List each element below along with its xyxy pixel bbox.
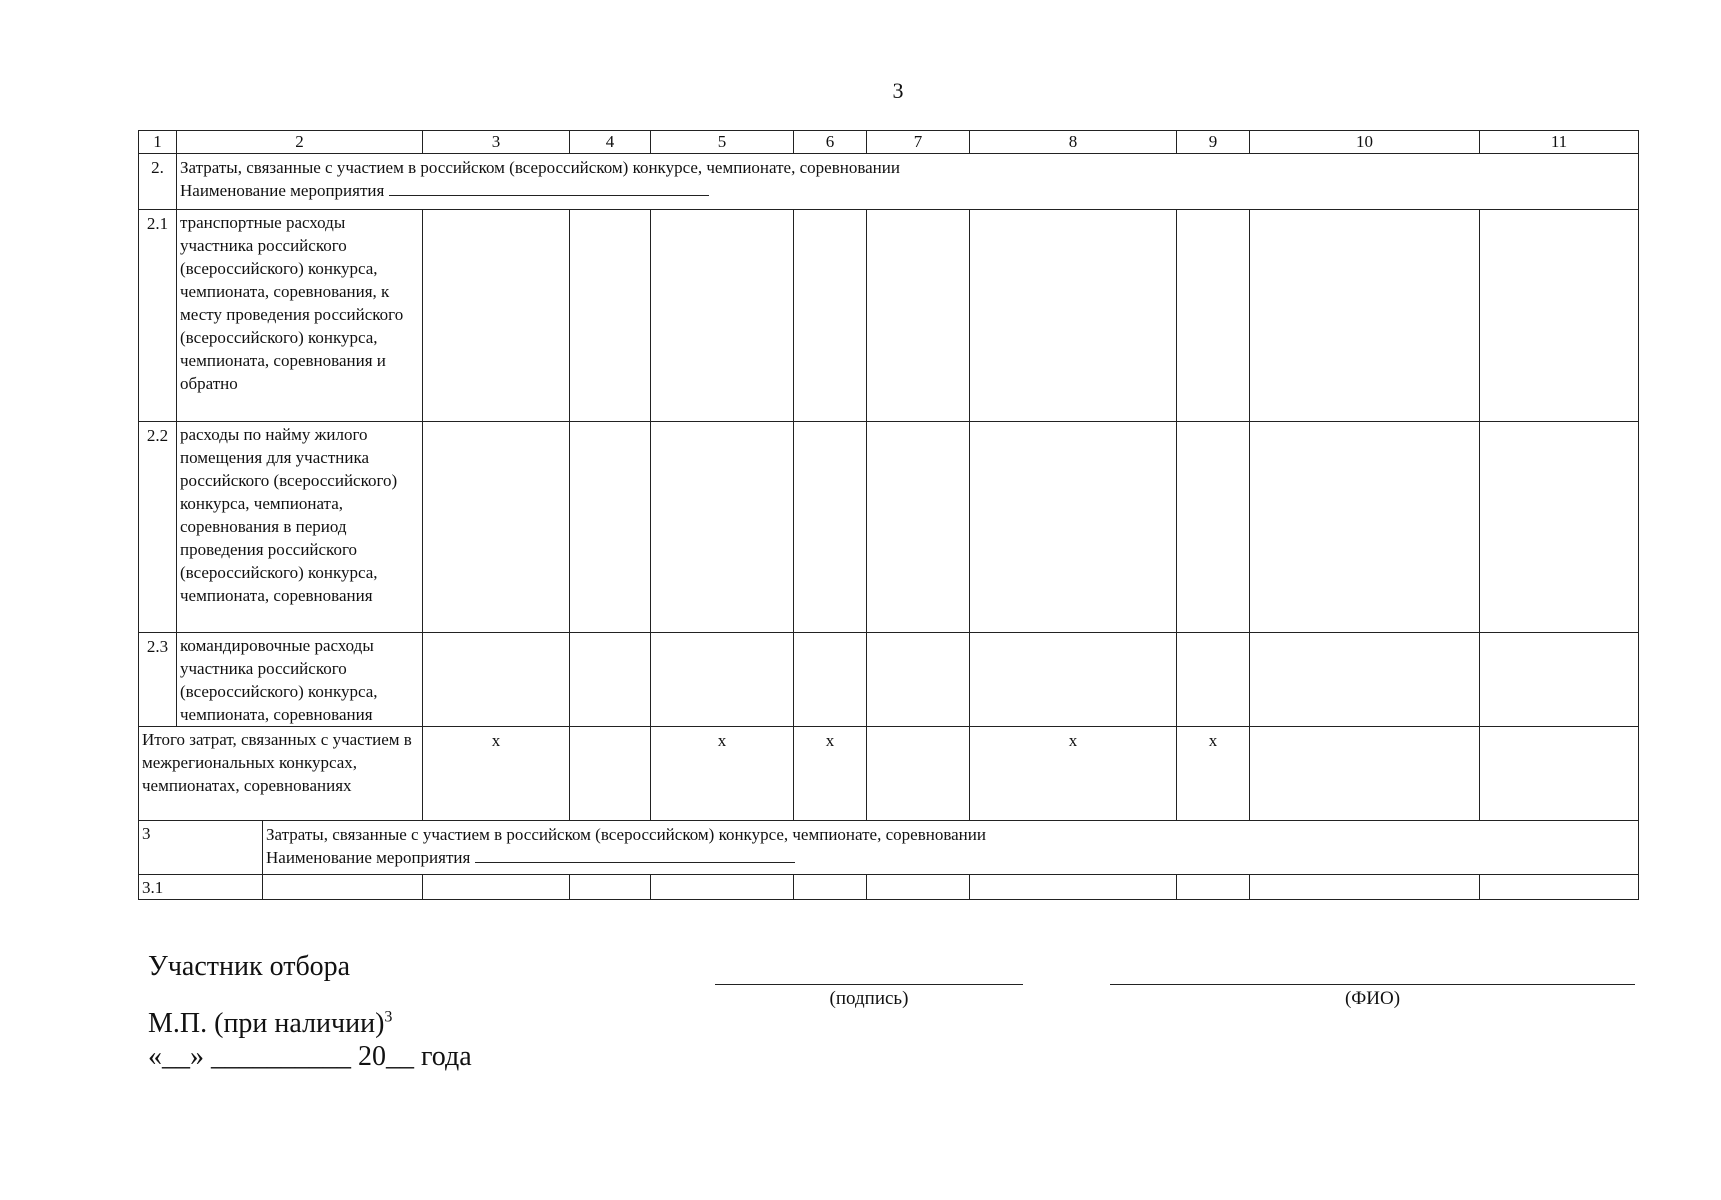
- participant-label: Участник отбора: [148, 951, 351, 982]
- cell-2-3-9[interactable]: [1177, 633, 1250, 727]
- table-row: [139, 210, 1639, 422]
- total-row: [139, 727, 1639, 821]
- cell-3-1-8[interactable]: [970, 875, 1177, 900]
- cell-2-1-9[interactable]: [1177, 210, 1250, 422]
- cell-2-1-10[interactable]: [1250, 210, 1480, 422]
- header-col-5: 5: [651, 131, 794, 154]
- section-3-title: Затраты, связанные с участием в российском (всероссийском) конкурсе, чемпионате, соревновании: [266, 825, 986, 844]
- cell-3-1-7[interactable]: [867, 875, 970, 900]
- stamp-label: М.П. (при наличии): [148, 1008, 385, 1039]
- cell-2-1-6[interactable]: [794, 210, 867, 422]
- date-suffix: года: [421, 1041, 472, 1072]
- section-2-event-line: [180, 179, 1635, 202]
- name-line[interactable]: [1110, 984, 1635, 985]
- total-col-8-mark: x: [970, 727, 1177, 821]
- cell-2-3-6[interactable]: [794, 633, 867, 727]
- cell-2-2-8[interactable]: [970, 422, 1177, 633]
- row-3-1-number: 3.1: [139, 875, 263, 900]
- stamp-footnote: 3: [384, 1008, 393, 1026]
- table-row: [139, 633, 1639, 727]
- header-col-4: 4: [570, 131, 651, 154]
- cell-2-1-11[interactable]: [1480, 210, 1639, 422]
- cell-3-1-5[interactable]: [651, 875, 794, 900]
- section-3-row: [139, 821, 1639, 875]
- header-col-2: 2: [177, 131, 423, 154]
- total-col-9-mark: x: [1177, 727, 1250, 821]
- row-2-2-text: расходы по найму жилого помещения для участника российского (всероссийского) конкурса, чемпионата, соревнования в период проведения российского (всероссийского) конкурса, чемпионата, соревнования: [177, 422, 423, 633]
- header-col-8: 8: [970, 131, 1177, 154]
- section-2-title-cell: [177, 154, 1639, 210]
- cell-2-3-10[interactable]: [1250, 633, 1480, 727]
- section-2-row: [139, 154, 1639, 210]
- cell-2-2-6[interactable]: [794, 422, 867, 633]
- header-col-11: 11: [1480, 131, 1639, 154]
- cell-3-1-9[interactable]: [1177, 875, 1250, 900]
- name-caption: (ФИО): [1344, 988, 1401, 1009]
- signature-line[interactable]: [715, 984, 1023, 985]
- total-col-10[interactable]: [1250, 727, 1480, 821]
- cell-2-3-4[interactable]: [570, 633, 651, 727]
- cell-2-2-7[interactable]: [867, 422, 970, 633]
- page-number: 3: [892, 78, 904, 103]
- row-2-1-text: транспортные расходы участника российского (всероссийского) конкурса, чемпионата, соревнования, к месту проведения российского (всероссийского) конкурса, чемпионата, соревнования и обратно: [177, 210, 423, 422]
- row-2-3-number: 2.3: [139, 633, 177, 727]
- cell-2-2-5[interactable]: [651, 422, 794, 633]
- cell-3-1-6[interactable]: [794, 875, 867, 900]
- cell-2-2-4[interactable]: [570, 422, 651, 633]
- header-col-10: 10: [1250, 131, 1480, 154]
- date-day[interactable]: «__»: [148, 1041, 204, 1072]
- total-col-5-mark: x: [651, 727, 794, 821]
- cell-2-3-5[interactable]: [651, 633, 794, 727]
- section-2-title: Затраты, связанные с участием в российском (всероссийском) конкурсе, чемпионате, соревновании: [180, 158, 900, 177]
- header-col-6: 6: [794, 131, 867, 154]
- stamp-line: [148, 1008, 392, 1040]
- cell-2-2-9[interactable]: [1177, 422, 1250, 633]
- cell-2-1-5[interactable]: [651, 210, 794, 422]
- cell-2-3-7[interactable]: [867, 633, 970, 727]
- total-col-4[interactable]: [570, 727, 651, 821]
- header-col-1: 1: [139, 131, 177, 154]
- section-3-title-cell: [263, 821, 1639, 875]
- cell-2-1-3[interactable]: [423, 210, 570, 422]
- section-2-event-label: Наименование мероприятия: [180, 181, 385, 200]
- cell-2-3-3[interactable]: [423, 633, 570, 727]
- date-month[interactable]: __________: [211, 1041, 351, 1072]
- cell-2-2-3[interactable]: [423, 422, 570, 633]
- total-label: Итого затрат, связанных с участием в межрегиональных конкурсах, чемпионатах, соревнованиях: [139, 727, 423, 821]
- header-col-3: 3: [423, 131, 570, 154]
- row-2-3-text: командировочные расходы участника российского (всероссийского) конкурса, чемпионата, соревнования: [177, 633, 423, 727]
- cell-2-1-8[interactable]: [970, 210, 1177, 422]
- section-3-number: 3: [139, 821, 263, 875]
- cell-3-1-3[interactable]: [423, 875, 570, 900]
- cell-3-1-10[interactable]: [1250, 875, 1480, 900]
- section-3-event-line: [266, 846, 1635, 869]
- section-3-event-field[interactable]: [475, 848, 795, 863]
- total-col-3-mark: x: [423, 727, 570, 821]
- table-row: [139, 422, 1639, 633]
- header-row: [139, 131, 1639, 154]
- date-year[interactable]: 20__: [358, 1041, 414, 1072]
- row-2-1-number: 2.1: [139, 210, 177, 422]
- cell-2-3-8[interactable]: [970, 633, 1177, 727]
- cell-2-3-11[interactable]: [1480, 633, 1639, 727]
- cell-2-2-10[interactable]: [1250, 422, 1480, 633]
- cell-2-1-7[interactable]: [867, 210, 970, 422]
- header-col-9: 9: [1177, 131, 1250, 154]
- total-col-11[interactable]: [1480, 727, 1639, 821]
- section-2-event-field[interactable]: [389, 181, 709, 196]
- cell-2-1-4[interactable]: [570, 210, 651, 422]
- cell-3-1-2[interactable]: [263, 875, 423, 900]
- cell-2-2-11[interactable]: [1480, 422, 1639, 633]
- date-line: [148, 1041, 472, 1073]
- section-2-number: 2.: [139, 154, 177, 210]
- table-row: [139, 875, 1639, 900]
- signature-caption: (подпись): [829, 988, 909, 1009]
- cell-3-1-4[interactable]: [570, 875, 651, 900]
- total-col-7[interactable]: [867, 727, 970, 821]
- expense-table: [138, 130, 1639, 900]
- cell-3-1-11[interactable]: [1480, 875, 1639, 900]
- header-col-7: 7: [867, 131, 970, 154]
- total-col-6-mark: x: [794, 727, 867, 821]
- section-3-event-label: Наименование мероприятия: [266, 848, 471, 867]
- row-2-2-number: 2.2: [139, 422, 177, 633]
